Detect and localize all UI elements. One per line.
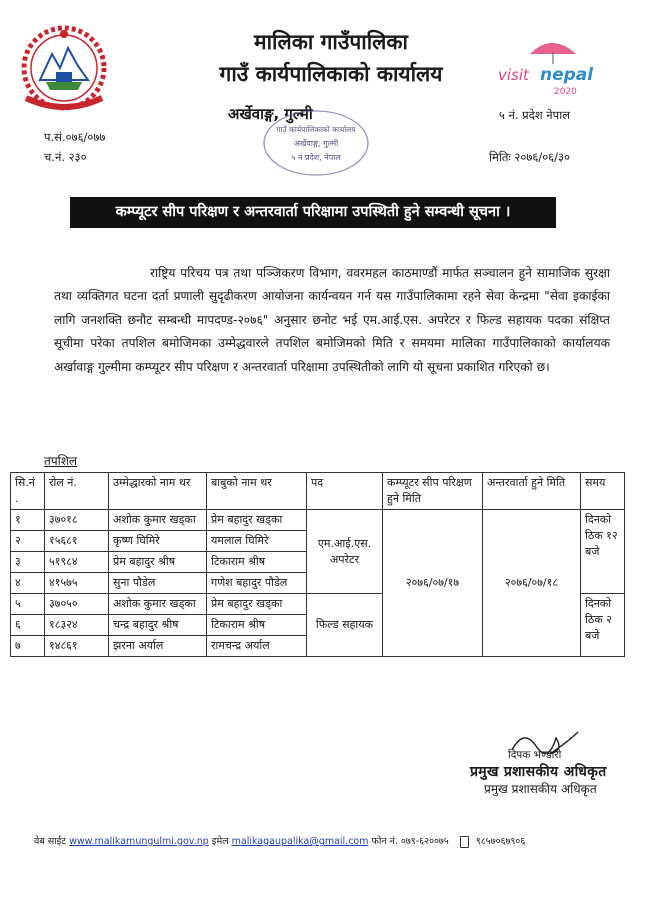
cell-sn: २ xyxy=(11,531,45,552)
signatory-role: प्रमुख प्रशासकीय अधिकृत xyxy=(484,782,597,796)
cell-roll: ३७०५० xyxy=(45,594,109,615)
cell-father: प्रेम बहादुर खड्का xyxy=(207,594,307,615)
municipality-name: मालिका गाउँपालिका xyxy=(254,30,408,54)
email-link[interactable]: malikagaupalika@gmail.com xyxy=(231,836,369,847)
cell-sn: ६ xyxy=(11,615,45,636)
office-address: अर्खेवाङ्ग, गुल्मी xyxy=(228,105,313,123)
cell-name: चन्द्र बहादुर श्रीष xyxy=(109,615,207,636)
logo-nepal-text: nepal xyxy=(540,65,594,85)
cell-roll: ३७०१८ xyxy=(45,510,109,531)
logo-year-text: 2020 xyxy=(554,87,577,97)
office-stamp xyxy=(260,108,372,178)
col-header-interview-date: अन्तरवार्ता हुने मिति xyxy=(483,473,581,510)
cell-sn: ७ xyxy=(11,636,45,657)
signatory-role-stamp: प्रमुख प्रशासकीय अधिकृत xyxy=(470,764,607,780)
website-label: वेब साईट xyxy=(34,836,67,847)
cell-time-mis: दिनको ठिक १२ बजे xyxy=(581,510,625,594)
cell-name: प्रेम बहादुर श्रीष xyxy=(109,552,207,573)
cell-father: टिकाराम श्रीष xyxy=(207,615,307,636)
stamp-line-3: ५ नं प्रदेश, नेपाल xyxy=(291,153,341,162)
office-name: गाउँ कार्यपालिकाको कार्यालय xyxy=(219,62,443,86)
cell-sn: ४ xyxy=(11,573,45,594)
cell-roll: ५१९८४ xyxy=(45,552,109,573)
cell-name: अशोक कुमार खड्का xyxy=(109,594,207,615)
cell-name: झरना अर्याल xyxy=(109,636,207,657)
cell-father: टिकाराम श्रीष xyxy=(207,552,307,573)
col-header-father: बाबुको नाम थर xyxy=(207,473,307,510)
cell-name: अशोक कुमार खड्का xyxy=(109,510,207,531)
logo-visit-text: visit xyxy=(498,66,529,84)
table-header-row xyxy=(11,473,625,510)
cell-sn: ३ xyxy=(11,552,45,573)
cell-exam-date: २०७६/०७/१७ xyxy=(383,510,483,657)
signatory-name: दिपक भण्डारी xyxy=(508,749,562,761)
notice-body: राष्ट्रिय परिचय पत्र तथा पञ्जिकरण विभाग, ववरमहल काठमाण्डौं मार्फत सञ्चालन हुने सामाजिक सुरक्षा तथा व्यक्तिगत घटना दर्ता प्रणाली सुदृढीकरण आयोजना कार्यन्वयन गर्न यस गाउँपालिकामा रहने सेवा केन्द्रमा "सेवा इकाईका लागि जनशक्ति छनौट सम्बन्धी मापदण्ड-२०७६" अनुसार छनोट भई एम.आई.एस. अपरेटर र फिल्ड सहायक पदका संक्षिप्त सूचीमा परेका तपशिल बमोजिमका उम्मेद्धवारले तपशिल बमोजिमको मिति र समयमा मालिका गाउँपालिकाको कार्यालयक अर्खावाङ्ग गुल्मीमा कम्प्यूटर सीप परिक्षण र अन्तरवार्ता परिक्षामा उपस्थितीको लागि यो सूचना प्रकाशित गरिएको छ। xyxy=(54,266,610,374)
cell-father: रामचन्द्र अर्याल xyxy=(207,636,307,657)
col-header-exam-date: कम्प्यूटर सीप परिक्षण हुने मिति xyxy=(383,473,483,510)
cell-father: यमलाल घिमिरे xyxy=(207,531,307,552)
cell-post-field: फिल्ड सहायक xyxy=(307,594,383,657)
visit-nepal-2020-logo xyxy=(496,34,626,100)
cell-name: कृष्ण घिमिरे xyxy=(109,531,207,552)
cell-interview-date: २०७६/०७/१८ xyxy=(483,510,581,657)
cell-post-mis: एम.आई.एस. अपरेटर xyxy=(307,510,383,594)
cell-father: गणेश बहादुर पौडेल xyxy=(207,573,307,594)
cell-sn: १ xyxy=(11,510,45,531)
col-header-sn: सि.नं . xyxy=(11,473,45,510)
cell-roll: ४१५७५ xyxy=(45,573,109,594)
phone-number: फोन नं. ०७९-६२००७५ xyxy=(371,836,449,847)
cell-sn: ५ xyxy=(11,594,45,615)
col-header-post: पद xyxy=(307,473,383,510)
province-text: ५ नं. प्रदेश नेपाल xyxy=(498,108,570,122)
dispatch-number: च.नं. २३० xyxy=(44,150,87,164)
table-row xyxy=(11,510,625,531)
cell-time-field: दिनको ठिक २ बजे xyxy=(581,594,625,657)
letter-date: मितिः २०७६/०६/३० xyxy=(489,150,570,164)
mobile-number: ९८५७०६७९०६ xyxy=(475,836,526,847)
cell-roll: १५६८१ xyxy=(45,531,109,552)
subject-banner: कम्प्यूटर सीप परिक्षण र अन्तरवार्ता परिक्षामा उपस्थिती हुने सम्वन्धी सूचना । xyxy=(70,197,556,228)
col-header-roll: रोल नं. xyxy=(45,473,109,510)
cell-roll: १४८६१ xyxy=(45,636,109,657)
stamp-line-2: अर्खेवाङ्ग, गुल्मी xyxy=(293,139,339,148)
stamp-line-1: गाउँ कार्यपालिकाको कार्यालय xyxy=(276,125,356,134)
cell-father: प्रेम बहादुर खड्का xyxy=(207,510,307,531)
reference-number: प.सं.०७६/०७७ xyxy=(44,130,106,144)
website-link[interactable]: www.malikamungulmi.gov.np xyxy=(69,836,209,847)
footer-contact xyxy=(34,834,525,848)
cell-roll: १८३२४ xyxy=(45,615,109,636)
email-label: इमेल xyxy=(211,836,229,847)
col-header-candidate: उम्मेद्धारको नाम थर xyxy=(109,473,207,510)
col-header-time: समय xyxy=(581,473,625,510)
mobile-phone-icon xyxy=(460,836,469,848)
candidate-table xyxy=(10,472,625,657)
details-label: तपशिल xyxy=(44,454,78,468)
cell-name: सुना पौडेल xyxy=(109,573,207,594)
